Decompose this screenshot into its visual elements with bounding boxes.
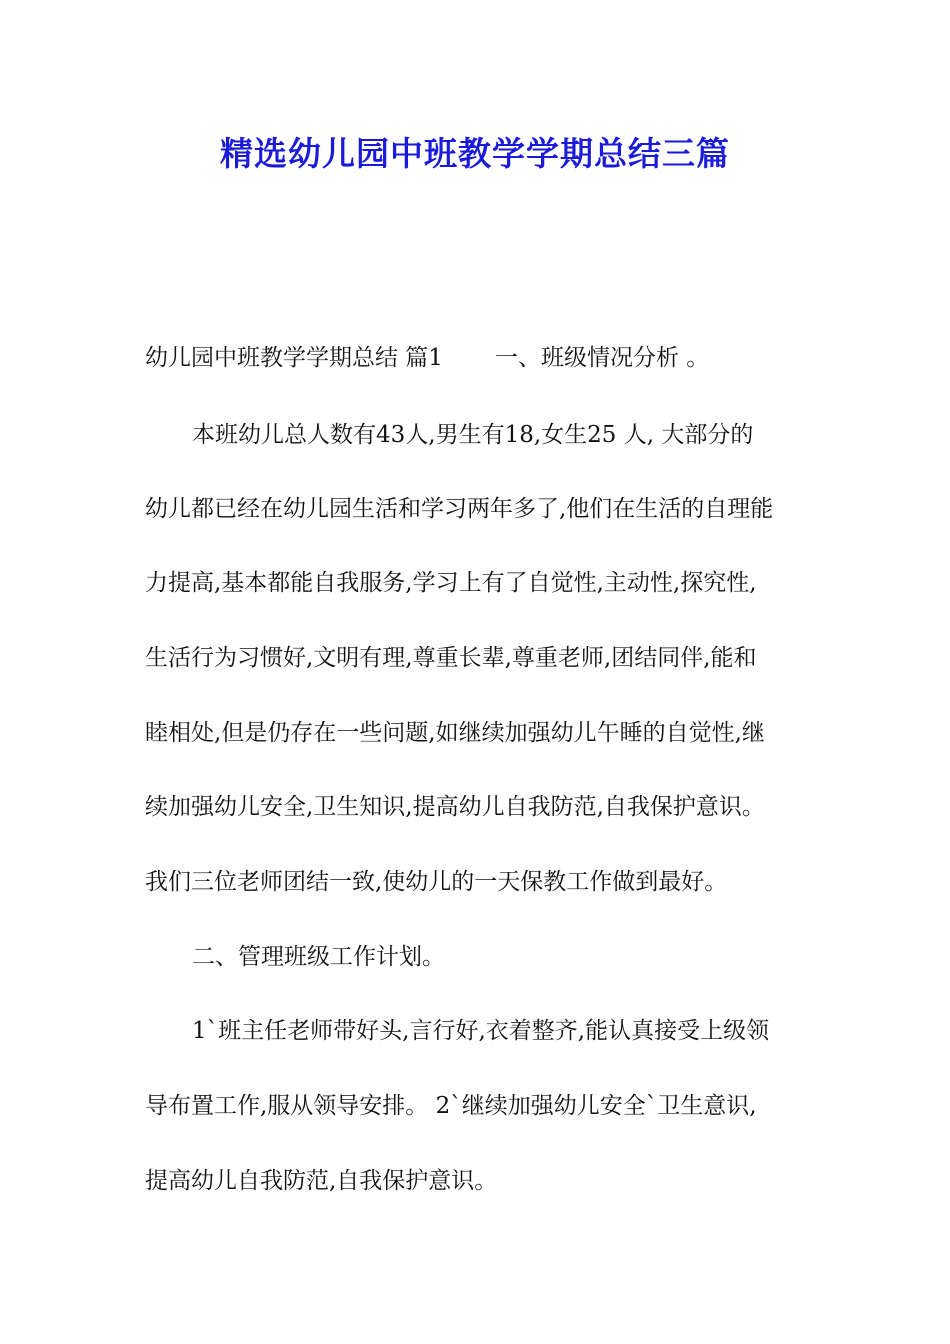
paragraph-line: 生活行为习惯好,文明有理,尊重长辈,尊重老师,团结同伴,能和 xyxy=(145,645,757,671)
paragraph-line: 睦相处,但是仍存在一些问题,如继续加强幼儿午睡的自觉性,继 xyxy=(145,720,765,746)
paragraph-line: 续加强幼儿安全,卫生知识,提高幼儿自我防范,自我保护意识。 xyxy=(145,794,765,820)
document-title: 精选幼儿园中班教学学期总结三篇 xyxy=(220,134,730,173)
paragraph-line: 力提高,基本都能自我服务,学习上有了自觉性,主动性,探究性, xyxy=(145,570,757,596)
paragraph-line: 幼儿都已经在幼儿园生活和学习两年多了,他们在生活的自理能 xyxy=(145,496,774,522)
paragraph-line: 导布置工作,服从领导安排。 2`继续加强幼儿安全`卫生意识, xyxy=(145,1093,757,1119)
paragraph-line: 本班幼儿总人数有43人,男生有18,女生25 人, 大部分的 xyxy=(192,422,754,448)
paragraph-line: 提高幼儿自我防范,自我保护意识。 xyxy=(145,1168,498,1194)
section-heading: 二、管理班级工作计划。 xyxy=(192,944,445,970)
paragraph-line: 1`班主任老师带好头,言行好,衣着整齐,能认真接受上级领 xyxy=(192,1018,770,1044)
section-heading-line xyxy=(145,343,815,373)
summary-heading: 幼儿园中班教学学期总结 篇1 xyxy=(145,345,443,371)
paragraph-line: 我们三位老师团结一致,使幼儿的一天保教工作做到最好。 xyxy=(145,869,728,895)
section-heading: 一、班级情况分析 。 xyxy=(494,345,710,371)
